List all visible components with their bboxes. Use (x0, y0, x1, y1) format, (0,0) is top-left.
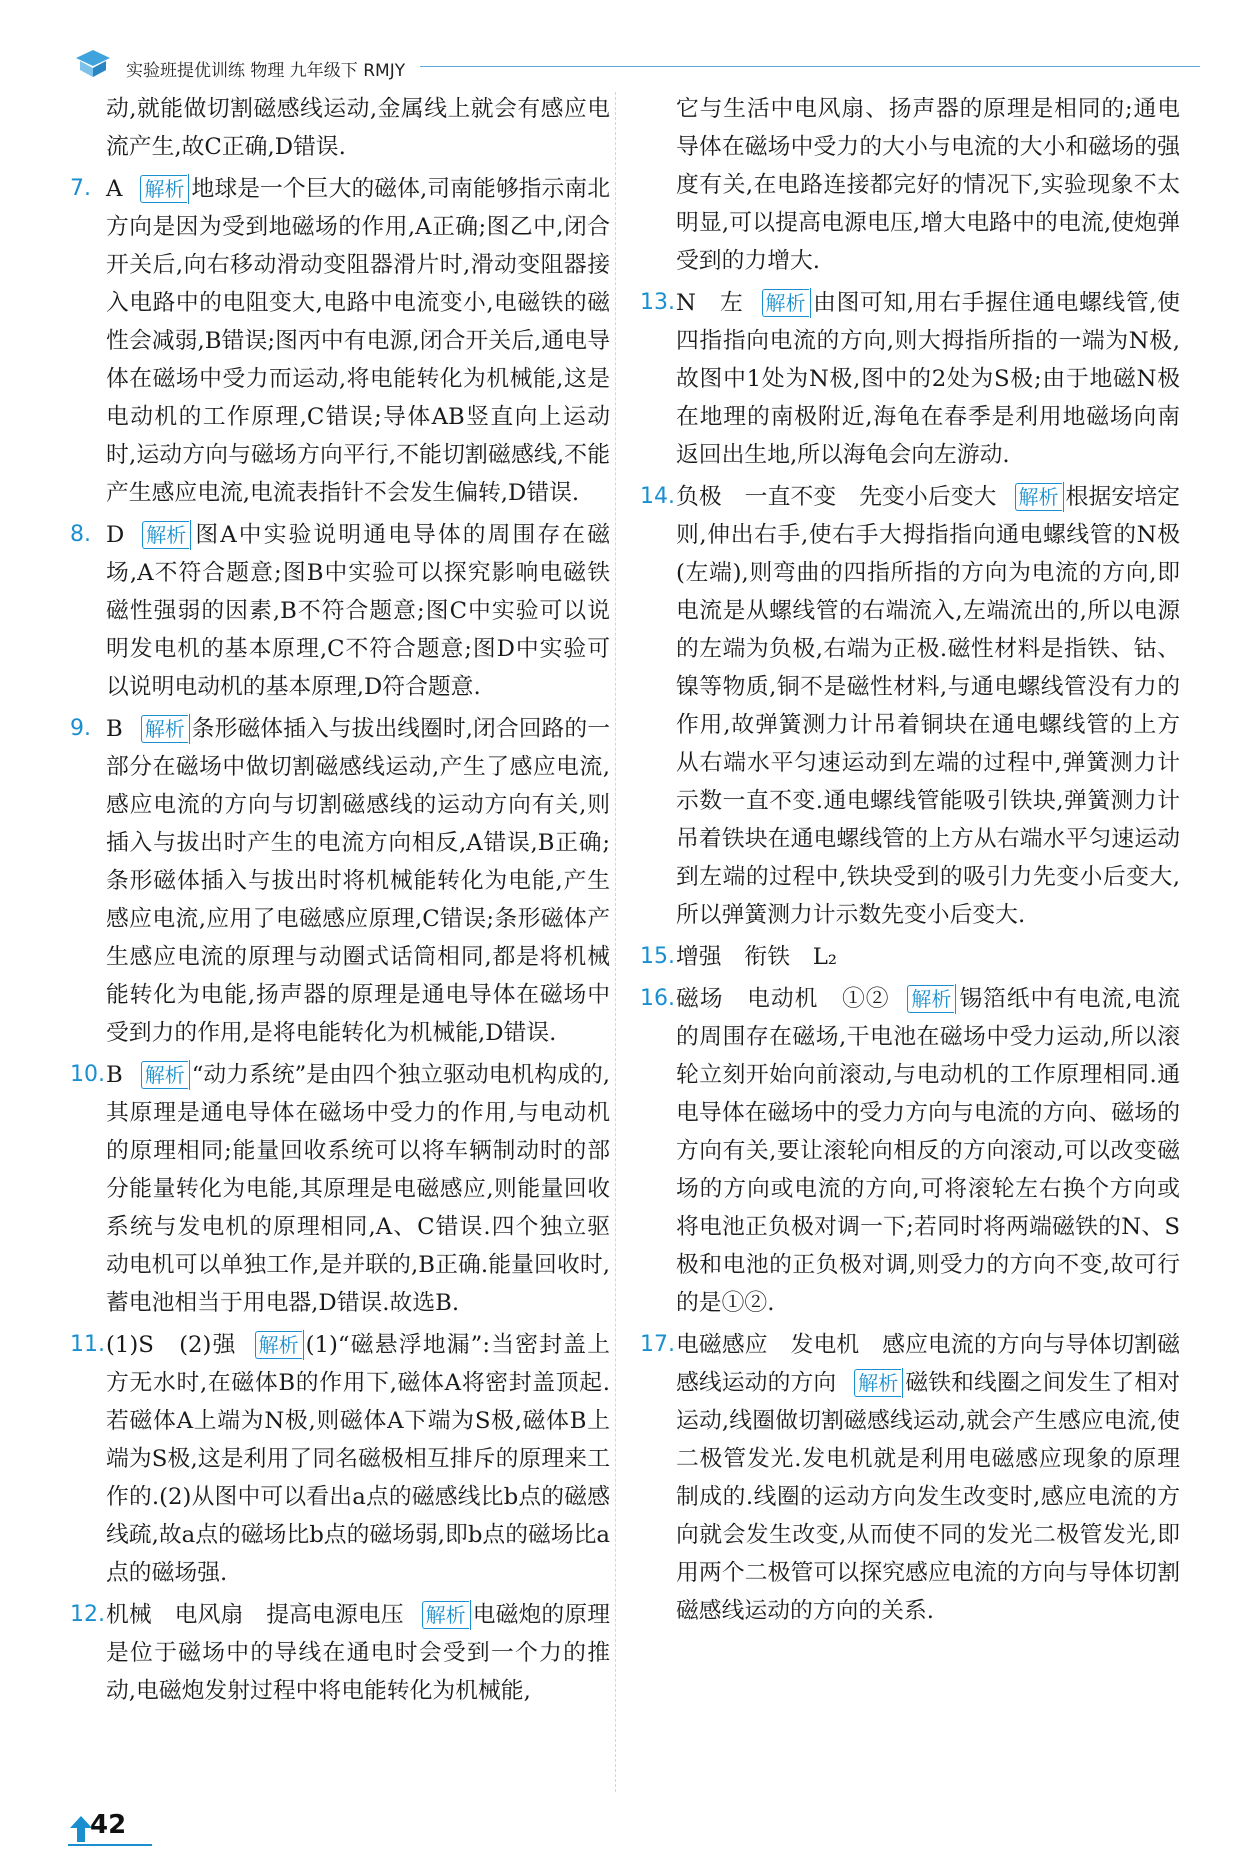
page-number-badge (68, 1808, 158, 1848)
analysis-tag: 解析 (422, 1601, 469, 1629)
analysis-text: 电磁炮的原理是位于磁场中的导线在通电时会受到一个力的推动,电磁炮发射过程中将电能转化为机械能, (106, 1602, 611, 1704)
answer-item (640, 1326, 1180, 1630)
answer-text: (1)S (2)强 (106, 1332, 237, 1358)
analysis-text: 根据安培定则,伸出右手,使右手大拇指指向通电螺线管的N极(左端),则弯曲的四指所指的方向为电流的方向,即电流是从螺线管的右端流入,左端流出的,所以电源的左端为负极,右端为正极.磁性材料是指铁、钴、镍等物质,铜不是磁性材料,与通电螺线管没有力的作用,故弹簧测力计吊着铜块在通电螺线管的上方从右端水平匀速运动到左端的过程中,弹簧测力计示数一直不变.通电螺线管能吸引铁块,弹簧测力计吊着铁块在通电螺线管的上方从右端水平匀速运动到左端的过程中,铁块受到的吸引力先变小后变大,所以弹簧测力计示数先变小后变大. (676, 484, 1181, 928)
answer-text: 机械 电风扇 提高电源电压 (106, 1602, 404, 1628)
right-column (640, 90, 1180, 1634)
question-number: 15. (640, 944, 675, 969)
answer-text: 磁场 电动机 ①② (676, 986, 890, 1012)
analysis-tag: 解析 (140, 175, 187, 203)
analysis-text: 由图可知,用右手握住通电螺线管,使四指指向电流的方向,则大拇指所指的一端为N极,故图中1处为N极,图中的2处为S极;由于地磁N极在地理的南极附近,海龟在春季是利用地磁场向南返回出生地,所以海龟会向左游动. (676, 290, 1180, 468)
answer-item (70, 1056, 610, 1322)
analysis-text: 地球是一个巨大的磁体,司南能够指示南北方向是因为受到地磁场的作用,A正确;图乙中,闭合开关后,向右移动滑动变阻器滑片时,滑动变阻器接入电路中的电阻变大,电路中电流变小,电磁铁的磁性会减弱,B错误;图丙中有电源,闭合开关后,通电导体在磁场中受力而运动,将电能转化为机械能,这是电动机的工作原理,C错误;导体AB竖直向上运动时,运动方向与磁场方向平行,不能切割磁感线,不能产生感应电流,电流表指针不会发生偏转,D错误. (106, 176, 610, 506)
analysis-tag: 解析 (141, 1061, 188, 1089)
analysis-text: 磁铁和线圈之间发生了相对运动,线圈做切割磁感线运动,就会产生感应电流,使二极管发光.发电机就是利用电磁感应现象的原理制成的.线圈的运动方向发生改变时,感应电流的方向就会发生改变,从而使不同的发光二极管发光,即用两个二极管可以探究感应电流的方向与导体切割磁感线运动的方向的关系. (676, 1370, 1181, 1624)
column-divider (615, 92, 616, 1792)
analysis-text: 锡箔纸中有电流,电流的周围存在磁场,干电池在磁场中受力运动,所以滚轮立刻开始向前滚动,与电动机的工作原理相同.通电导体在磁场中的受力方向与电流的方向、磁场的方向有关,要让滚轮向相反的方向滚动,可以改变磁场的方向或电流的方向,可将滚轮左右换个方向或将电池正负极对调一下;若同时将两端磁铁的N、S极和电池的正负极对调,则受力的方向不变,故可行的是①②. (676, 986, 1181, 1316)
analysis-text: “动力系统”是由四个独立驱动电机构成的,其原理是通电导体在磁场中受力的作用,与电动机的原理相同;能量回收系统可以将车辆制动时的部分能量转化为电能,其原理是电磁感应,则能量回收系统与发电机的原理相同,A、C错误.四个独立驱动电机可以单独工作,是并联的,B正确.能量回收时,蓄电池相当于用电器,D错误.故选B. (106, 1062, 610, 1316)
answer-text: 电磁感应 发电机 感应电流的方向与导体切割磁感线运动的方向 (676, 1332, 1180, 1396)
analysis-tag: 解析 (907, 985, 954, 1013)
book-title: 实验班提优训练 物理 九年级下 RMJY (126, 61, 406, 81)
answer-text: N 左 (676, 290, 744, 316)
question-number: 13. (640, 290, 675, 315)
answer-item (640, 980, 1180, 1322)
answer-item (70, 1326, 610, 1592)
continued-text: 它与生活中电风扇、扬声器的原理是相同的;通电导体在磁场中受力的大小与电流的大小和磁场的强度有关,在电路连接都完好的情况下,实验现象不太明显,可以提高电源电压,增大电路中的电流,使炮弹受到的力增大. (676, 96, 1180, 274)
question-number: 7. (70, 176, 91, 201)
page-number: 42 (90, 1810, 127, 1840)
answer-item (640, 284, 1180, 474)
answer-item (640, 938, 1180, 976)
analysis-text: 条形磁体插入与拔出线圈时,闭合回路的一部分在磁场中做切割磁感线运动,产生了感应电流,感应电流的方向与切割磁感线的运动方向有关,则插入与拔出时产生的电流方向相反,A错误,B正确;条形磁体插入与拔出时将机械能转化为电能,产生感应电流,应用了电磁感应原理,C错误;条形磁体产生感应电流的原理与动圈式话筒相同,都是将机械能转化为电能,扬声器的原理是通电导体在磁场中受到力的作用,是将电能转化为机械能,D错误. (106, 716, 610, 1046)
header-rule (420, 66, 1200, 67)
question-number: 14. (640, 484, 675, 509)
answer-item (70, 710, 610, 1052)
question-number: 10. (70, 1062, 105, 1087)
analysis-tag: 解析 (255, 1331, 302, 1359)
analysis-tag: 解析 (1015, 483, 1062, 511)
analysis-tag: 解析 (141, 715, 188, 743)
continued-text: 动,就能做切割磁感线运动,金属线上就会有感应电流产生,故C正确,D错误. (106, 96, 610, 160)
page-number-underline (68, 1844, 152, 1846)
answer-text: D (106, 522, 125, 548)
answer-text: 增强 衔铁 L₂ (676, 944, 838, 970)
answer-text: 负极 一直不变 先变小后变大 (676, 484, 997, 510)
analysis-text: (1)“磁悬浮地漏”:当密封盖上方无水时,在磁体B的作用下,磁体A将密封盖顶起.若磁体A上端为N极,则磁体A下端为S极,磁体B上端为S极,这是利用了同名磁极相互排斥的原理来工作的.(2)从图中可以看出a点的磁感线比b点的磁感线疏,故a点的磁场比b点的磁场弱,即b点的磁场比a点的磁场强. (106, 1332, 611, 1586)
answer-item (70, 516, 610, 706)
question-number: 11. (70, 1332, 105, 1357)
answer-item (70, 170, 610, 512)
answer-text: B (106, 1062, 123, 1088)
analysis-tag: 解析 (854, 1369, 901, 1397)
page-header (70, 46, 1200, 86)
book-logo-icon (74, 48, 112, 82)
answer-item (70, 1596, 610, 1710)
analysis-tag: 解析 (762, 289, 809, 317)
left-column (70, 90, 610, 1714)
question-number: 12. (70, 1602, 105, 1627)
question-number: 8. (70, 522, 91, 547)
answer-text: A (106, 176, 123, 202)
question-number: 9. (70, 716, 91, 741)
answer-item (640, 478, 1180, 934)
analysis-tag: 解析 (142, 521, 189, 549)
question-number: 17. (640, 1332, 675, 1357)
answer-text: B (106, 716, 123, 742)
question-number: 16. (640, 986, 675, 1011)
analysis-text: 图A中实验说明通电导体的周围存在磁场,A不符合题意;图B中实验可以探究影响电磁铁磁性强弱的因素,B不符合题意;图C中实验可以说明发电机的基本原理,C不符合题意;图D中实验可以说明电动机的基本原理,D符合题意. (106, 522, 610, 700)
